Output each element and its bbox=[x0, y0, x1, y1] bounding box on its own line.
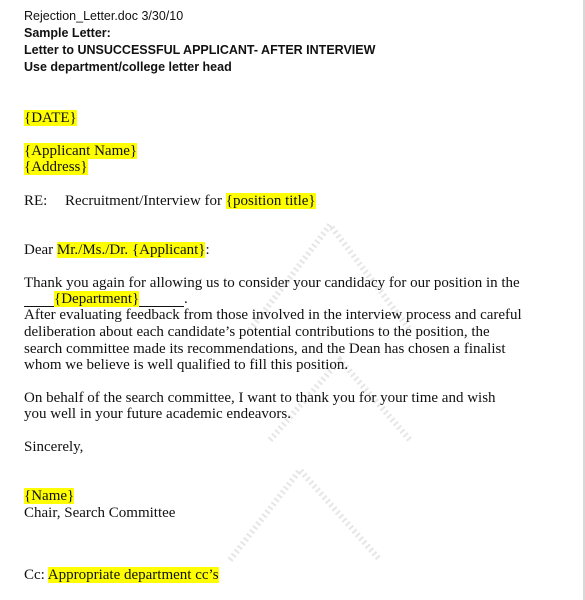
paragraph1-line3: After evaluating feedback from those involved in the interview process and careful bbox=[24, 307, 522, 323]
re-line: RE: Recruitment/Interview for {position title} bbox=[24, 193, 316, 209]
department-line bbox=[24, 291, 188, 308]
header-letterhead-note: Use department/college letter head bbox=[24, 60, 232, 74]
header-letter-type: Letter to UNSUCCESSFUL APPLICANT- AFTER INTERVIEW bbox=[24, 43, 376, 57]
name-placeholder: {Name} bbox=[24, 488, 75, 504]
paragraph1-line1: Thank you again for allowing us to consider your candidacy for our position in the bbox=[24, 275, 520, 291]
date-placeholder: {DATE} bbox=[24, 110, 77, 126]
closing-title: Chair, Search Committee bbox=[24, 505, 176, 521]
cc-label: Cc: bbox=[24, 567, 48, 583]
department-period: . bbox=[184, 291, 188, 307]
re-text: Recruitment/Interview for bbox=[65, 193, 226, 209]
paragraph1-line4: deliberation about each candidate’s potential contributions to the position, the bbox=[24, 324, 490, 340]
salutation-name-placeholder: Mr./Ms./Dr. {Applicant} bbox=[56, 242, 206, 258]
applicant-name-placeholder: {Applicant Name} bbox=[24, 143, 138, 159]
paragraph1-line5: search committee made its recommendations, and the Dean has chosen a finalist bbox=[24, 341, 506, 357]
paragraph2-line2: you well in your future academic endeavors. bbox=[24, 406, 291, 422]
salutation-dear: Dear bbox=[24, 242, 57, 258]
address-text: Address bbox=[31, 159, 81, 175]
date-text: DATE bbox=[31, 110, 70, 126]
file-name: Rejection_Letter.doc 3/30/10 bbox=[24, 9, 184, 23]
salutation-colon: : bbox=[205, 242, 210, 258]
position-title-text: position title bbox=[232, 193, 309, 209]
applicant-name-text: Applicant Name bbox=[31, 143, 130, 159]
closing-sincerely: Sincerely, bbox=[24, 439, 84, 455]
re-label: RE: bbox=[24, 193, 48, 209]
paragraph1-line6: whom we believe is well qualified to fill this position. bbox=[24, 357, 349, 373]
name-text: Name bbox=[31, 488, 68, 504]
cc-line bbox=[24, 567, 219, 584]
salutation bbox=[24, 242, 210, 259]
address-placeholder: {Address} bbox=[24, 159, 88, 175]
header-sample-letter: Sample Letter: bbox=[24, 26, 111, 40]
cc-placeholder: Appropriate department cc’s bbox=[47, 567, 219, 583]
department-placeholder: {Department} bbox=[54, 291, 140, 307]
department-blank bbox=[24, 292, 184, 307]
paragraph2-line1: On behalf of the search committee, I want to thank you for your time and wish bbox=[24, 390, 496, 406]
